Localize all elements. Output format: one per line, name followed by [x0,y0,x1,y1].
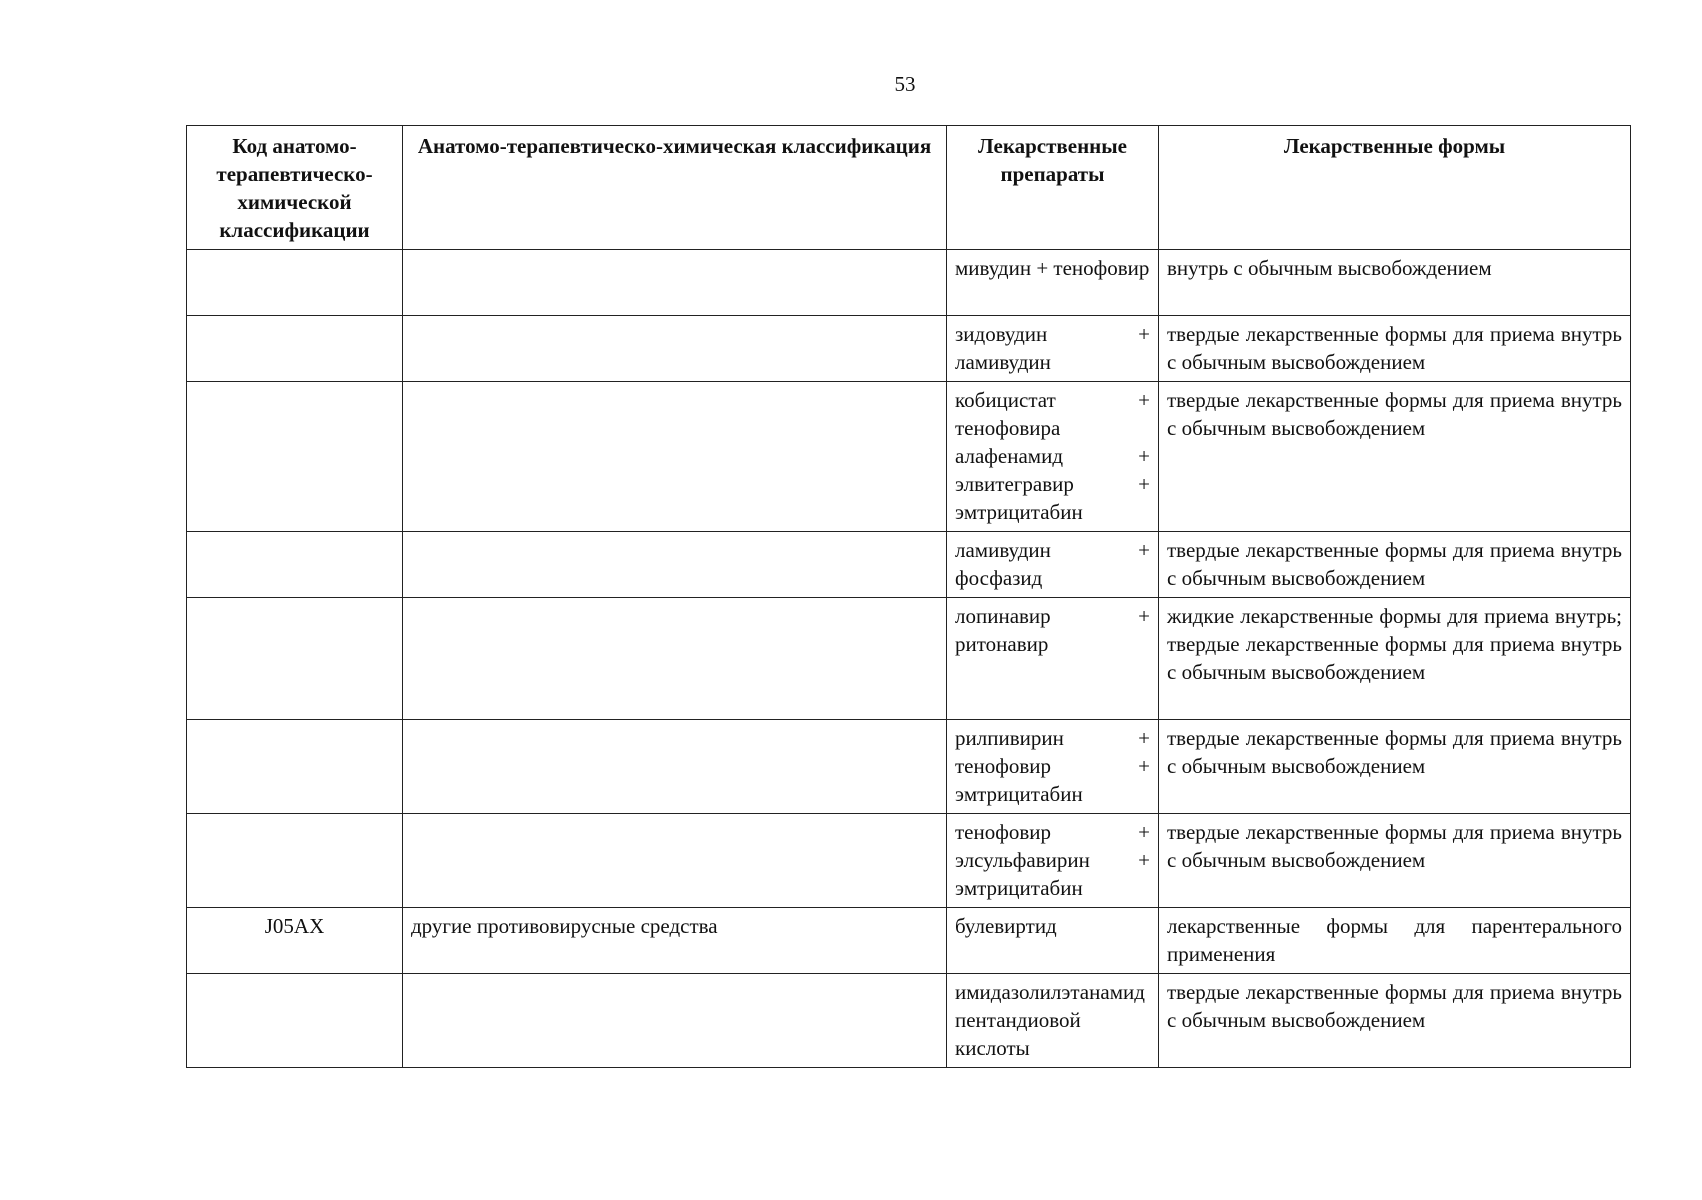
dosage-form-cell: внутрь с обычным высвобождением [1159,250,1631,316]
classification-cell [403,316,947,382]
dosage-form-cell: твердые лекарственные формы для приема внутрь с обычным высвобождением [1159,316,1631,382]
dosage-form-cell: жидкие лекарственные формы для приема внутрь; твердые лекарственные формы для приема внутрь с обычным высвобождением [1159,598,1631,720]
classification-cell [403,598,947,720]
header-dosage-forms: Лекарственные формы [1159,126,1631,250]
table-row [187,598,1631,720]
dosage-form-cell: твердые лекарственные формы для приема внутрь с обычным высвобождением [1159,974,1631,1068]
classification-cell [403,720,947,814]
atc-code-cell [187,814,403,908]
drug-cell: имидазолилэтанамид пентандиовой кислоты [947,974,1159,1068]
drug-cell: зидовудин + ламивудин [947,316,1159,382]
table-row [187,382,1631,532]
drug-cell: мивудин + тенофовир [947,250,1159,316]
table-header-row [187,126,1631,250]
atc-code-cell [187,250,403,316]
atc-code-cell [187,532,403,598]
header-atc-classification: Анатомо-терапевтическо-химическая классификация [403,126,947,250]
classification-cell: другие противовирусные средства [403,908,947,974]
table-row [187,532,1631,598]
dosage-form-cell: твердые лекарственные формы для приема внутрь с обычным высвобождением [1159,532,1631,598]
atc-code-cell: J05AX [187,908,403,974]
table-row [187,974,1631,1068]
classification-cell [403,814,947,908]
classification-cell [403,974,947,1068]
header-drugs: Лекарственные препараты [947,126,1159,250]
atc-code-cell [187,598,403,720]
drug-cell: рилпивирин + тенофовир + эмтрицитабин [947,720,1159,814]
table-row [187,250,1631,316]
drug-cell: лопинавир + ритонавир [947,598,1159,720]
dosage-form-cell: твердые лекарственные формы для приема внутрь с обычным высвобождением [1159,814,1631,908]
page-number: 53 [894,72,916,96]
dosage-form-cell: лекарственные формы для парентерального применения [1159,908,1631,974]
table-row [187,720,1631,814]
dosage-form-cell: твердые лекарственные формы для приема внутрь с обычным высвобождением [1159,720,1631,814]
table-row [187,814,1631,908]
table-row [187,316,1631,382]
atc-drug-table [186,125,1631,1068]
header-atc-code: Код анатомо-терапевтическо-химической классификации [187,126,403,250]
classification-cell [403,532,947,598]
table-row [187,908,1631,974]
atc-code-cell [187,720,403,814]
drug-cell: ламивудин + фосфазид [947,532,1159,598]
atc-code-cell [187,382,403,532]
atc-code-cell [187,316,403,382]
drug-cell: кобицистат + тенофовира алафенамид + элвитегравир + эмтрицитабин [947,382,1159,532]
drug-cell: тенофовир + элсульфавирин + эмтрицитабин [947,814,1159,908]
atc-code-cell [187,974,403,1068]
dosage-form-cell: твердые лекарственные формы для приема внутрь с обычным высвобождением [1159,382,1631,532]
classification-cell [403,250,947,316]
drug-cell: булевиртид [947,908,1159,974]
classification-cell [403,382,947,532]
